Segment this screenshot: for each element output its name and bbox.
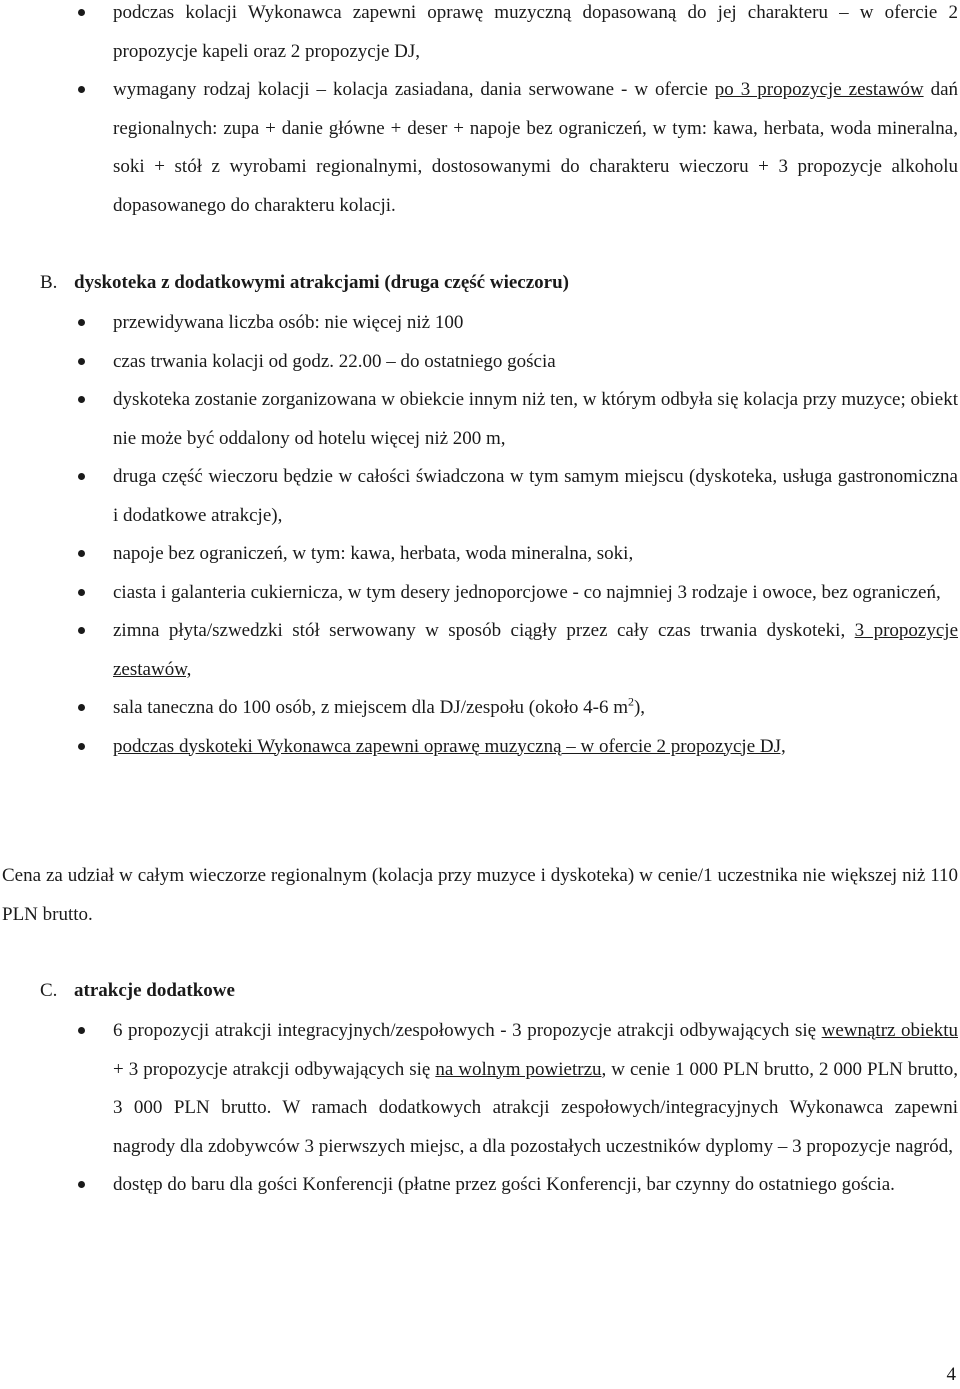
section-c-list (0, 1012, 960, 1205)
section-b-heading (40, 268, 569, 298)
section-a-list (0, 0, 960, 225)
list-item-text: podczas kolacji Wykonawca zapewni oprawę muzyczną dopasowaną do jej charakteru – w ofercie 2 propozycje kapeli oraz 2 propozycje DJ, (113, 2, 958, 62)
list-item (0, 381, 960, 458)
underlined-text: podczas dyskoteki Wykonawca zapewni oprawę muzyczną – w ofercie 2 propozycje DJ, (113, 735, 786, 757)
list-item-text: dostęp do baru dla gości Konferencji (płatne przez gości Konferencji, bar czynny do ostatniego gościa. (113, 1174, 895, 1195)
underlined-text: 3 propozycje zestawów, (113, 620, 959, 680)
list-item (0, 612, 960, 689)
list-item-text: druga część wieczoru będzie w całości świadczona w tym samym miejscu (dyskoteka, usługa gastronomiczna i dodatkowe atrakcje), (113, 466, 958, 526)
list-item-text: napoje bez ograniczeń, w tym: kawa, herbata, woda mineralna, soki, (113, 543, 634, 564)
section-letter: B. (40, 272, 58, 293)
section-letter: C. (40, 980, 58, 1001)
list-item-text: 6 propozycji atrakcji integracyjnych/zespołowych - 3 propozycje atrakcji odbywających się (113, 1020, 822, 1041)
page-number: 4 (946, 1364, 956, 1385)
list-item (0, 458, 960, 535)
underlined-text: po 3 propozycje zestawów (714, 79, 924, 100)
list-item (0, 71, 960, 225)
superscript: 2 (627, 694, 634, 709)
list-item (0, 304, 960, 343)
list-item-text: czas trwania kolacji od godz. 22.00 – do ostatniego gościa (113, 350, 556, 372)
list-item-text: + 3 propozycje atrakcji odbywających się (113, 1058, 436, 1080)
list-item-text: wymagany rodzaj kolacji – kolacja zasiadana, dania serwowane - w ofercie (113, 79, 715, 100)
list-item-text: , w cenie 1 000 PLN brutto, 2 000 PLN brutto, 3 000 PLN brutto. W ramach dodatkowych atrakcji zespołowych/integracyjnych Wykonawca zapewni nagrody dla zdobywców 3 pierwszych miejsc, a dla pozostałych uczestników dyplomy – 3 propozycje nagród, (113, 1058, 959, 1157)
section-b-list (0, 304, 960, 766)
list-item (0, 574, 960, 613)
list-item (0, 535, 960, 574)
list-item (0, 1012, 960, 1166)
price-paragraph: Cena za udział w całym wieczorze regionalnym (kolacja przy muzyce i dyskoteka) w cenie/1 uczestnika nie większej niż 110 PLN brutto. (2, 865, 958, 925)
list-item (0, 1166, 960, 1205)
section-title: dyskoteka z dodatkowymi atrakcjami (druga część wieczoru) (74, 272, 569, 293)
list-item (0, 0, 960, 71)
section-title: atrakcje dodatkowe (74, 980, 235, 1001)
list-item (0, 728, 960, 767)
list-item-text: zimna płyta/szwedzki stół serwowany w sposób ciągły przez cały czas trwania dyskoteki, (113, 620, 855, 641)
list-item-text: ), (633, 697, 646, 718)
list-item-text: dań regionalnych: zupa + danie główne + deser + napoje bez ograniczeń, w tym: kawa, herbata, woda mineralna, soki + stół z wyrobami regionalnymi, dostosowanymi do charakteru wieczoru + 3 propozycje alkoholu dopasowanego do charakteru kolacji. (113, 79, 959, 216)
list-item-text: sala taneczna do 100 osób, z miejscem dla DJ/zespołu (około 4-6 m (113, 697, 628, 718)
list-item (0, 343, 960, 382)
list-item-text: przewidywana liczba osób: nie więcej niż 100 (113, 312, 464, 333)
list-item-text: dyskoteka zostanie zorganizowana w obiekcie innym niż ten, w którym odbyła się kolacja przy muzyce; obiekt nie może być oddalony od hotelu więcej niż 200 m, (113, 389, 958, 449)
list-item-text: ciasta i galanteria cukiernicza, w tym desery jednoporcjowe - co najmniej 3 rodzaje i owoce, bez ograniczeń, (113, 581, 941, 603)
underlined-text: wewnątrz obiektu (821, 1020, 958, 1041)
underlined-text: na wolnym powietrzu (435, 1058, 602, 1080)
list-item (0, 689, 960, 728)
section-c-heading (40, 976, 235, 1006)
